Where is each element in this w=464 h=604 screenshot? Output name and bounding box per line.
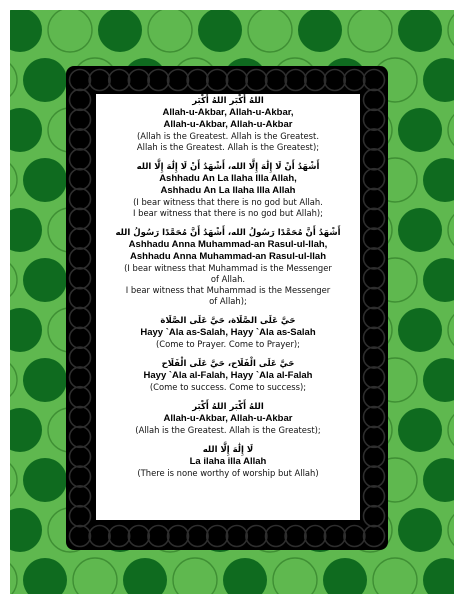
filled-dot [23,258,67,302]
filled-dot [398,208,442,252]
frame-ring [364,149,385,170]
frame-ring [70,208,91,229]
transliteration-line: Allah-u-Akbar, Allah-u-Akbar [163,119,293,130]
frame-ring [70,288,91,309]
arabic-text: أَشْهَدُ أَنَّ مُحَمَّدًا رَسُولُ الله، أَشْهَدُ أَنَّ مُحَمَّدًا رَسُولُ الله [115,228,341,238]
adhan-text-panel [96,94,360,520]
translation-line: Allah is the Greatest. Allah is the Greatest); [136,142,320,152]
arabic-text: لَا إِلَٰهَ إِلَّا الله [202,445,254,455]
filled-dot [398,408,442,452]
frame-ring [70,169,91,190]
frame-ring [70,109,91,130]
frame-ring [70,506,91,527]
frame-ring [207,526,228,547]
frame-ring [364,268,385,289]
filled-dot [98,10,142,52]
filled-dot [323,558,367,594]
frame-ring [364,70,385,91]
frame-ring [344,70,365,91]
filled-dot [10,408,42,452]
filled-dot [10,308,42,352]
filled-dot [123,558,167,594]
filled-dot [23,458,67,502]
filled-dot [423,458,454,502]
filled-dot [10,108,42,152]
verse-takbir-closing [96,402,360,436]
frame-ring [364,89,385,110]
frame-ring [70,387,91,408]
verse-shahada-allah [96,162,360,219]
translation-line: of Allah. [210,274,246,284]
frame-ring [364,426,385,447]
frame-ring [70,149,91,170]
arabic-text: اللهُ أَكْبَر اللهُ أَكْبَر [192,402,264,412]
transliteration-line: Ashhadu An La Ilaha Illa Allah, [159,173,297,184]
frame-ring [148,70,169,91]
ring-dot [448,108,454,152]
translation-line: I bear witness that Muhammad is the Messenger [125,285,331,295]
filled-dot [10,208,42,252]
filled-dot [398,108,442,152]
filled-dot [23,58,67,102]
frame-ring [70,407,91,428]
verse-tahlil [96,445,360,479]
filled-dot [10,10,42,52]
frame-ring [89,70,110,91]
transliteration-line: Ashhadu An La Ilaha Illa Allah [160,185,296,196]
arabic-text: أَشْهَدُ أَنْ لَا إِلَٰهَ إِلَّا الله، أَشْهَدُ أَنْ لَا إِلَٰهَ إِلَّا الله [136,162,320,172]
translation-line: (I bear witness that there is no god but Allah. [133,197,323,207]
arabic-text: حَيَّ عَلَى الْفَلَاح، حَيَّ عَلَى الْفَلَاح [161,359,295,369]
frame-ring [305,70,326,91]
filled-dot [423,258,454,302]
frame-ring [187,70,208,91]
frame-ring [70,327,91,348]
frame-ring [70,89,91,110]
frame-ring [109,526,130,547]
frame-ring [364,387,385,408]
frame-ring [364,228,385,249]
frame-ring [70,466,91,487]
verse-takbir-opening [96,96,360,153]
ring-dot [10,158,17,202]
frame-ring [70,188,91,209]
frame-ring [70,70,91,91]
transliteration-line: Allah-u-Akbar, Allah-u-Akbar [163,413,293,424]
frame-ring [364,526,385,547]
ring-dot [10,458,17,502]
filled-dot [423,558,454,594]
frame-ring [364,208,385,229]
frame-ring [226,526,247,547]
frame-ring [70,446,91,467]
transliteration-line: Hayy `Ala al-Falah, Hayy `Ala al-Falah [143,370,313,381]
frame-ring [364,169,385,190]
frame-ring [70,268,91,289]
translation-line: (There is none worthy of worship but Allah) [137,468,319,478]
filled-dot [398,10,442,52]
frame-ring [305,526,326,547]
frame-ring [70,347,91,368]
ring-dot [10,258,17,302]
frame-ring [285,70,306,91]
frame-ring [168,526,189,547]
translation-line: (Come to Prayer. Come to Prayer); [155,339,300,349]
frame-ring [364,248,385,269]
verse-hayya-falah [96,359,360,393]
filled-dot [423,58,454,102]
frame-ring [89,526,110,547]
frame-ring [70,228,91,249]
frame-ring [364,347,385,368]
frame-ring [128,526,149,547]
frame-ring [344,526,365,547]
filled-dot [23,358,67,402]
transliteration-line: Allah-u-Akbar, Allah-u-Akbar, [162,107,294,118]
ring-dot [348,10,392,52]
translation-line: I bear witness that there is no god but Allah); [133,208,323,218]
translation-line: (I bear witness that Muhammad is the Messenger [124,263,332,273]
verse-hayya-salah [96,316,360,350]
frame-ring [364,446,385,467]
ring-dot [10,558,17,594]
transliteration-line: La ilaha illa Allah [189,456,267,467]
filled-dot [398,308,442,352]
ring-dot [10,358,17,402]
frame-ring [364,129,385,150]
transliteration-line: Hayy `Ala as-Salah, Hayy `Ala as-Salah [140,327,316,338]
frame-ring [70,248,91,269]
frame-ring [70,129,91,150]
ring-dot [148,10,192,52]
frame-ring [70,526,91,547]
ring-dot [448,408,454,452]
transliteration-line: Ashhadu Anna Muhammad-an Rasul-ul-llah [130,251,326,262]
arabic-text: حَيَّ عَلَى الصَّلَاة، حَيَّ عَلَى الصَّلَاة [160,316,296,326]
frame-ring [246,70,267,91]
filled-dot [23,158,67,202]
frame-ring [70,426,91,447]
frame-ring [70,486,91,507]
frame-ring [364,486,385,507]
frame-ring [324,70,345,91]
arabic-text: اللهُ أَكْبَر اللهُ أَكْبَر [192,96,264,106]
ring-dot [10,58,17,102]
ring-dot [173,558,217,594]
filled-dot [423,158,454,202]
frame-ring [364,327,385,348]
frame-ring [364,288,385,309]
frame-ring [364,109,385,130]
frame-ring [70,367,91,388]
frame-ring [70,307,91,328]
filled-dot [223,558,267,594]
transliteration-line: Ashhadu Anna Muhammad-an Rasul-ul-llah, [128,239,328,250]
frame-ring [364,307,385,328]
ring-dot [48,10,92,52]
frame-ring [324,526,345,547]
frame-ring [364,506,385,527]
ring-dot [73,558,117,594]
frame-ring [109,70,130,91]
translation-line: (Allah is the Greatest. Allah is the Greatest. [137,131,319,141]
frame-ring [128,70,149,91]
frame-ring [168,70,189,91]
filled-dot [23,558,67,594]
ring-dot [448,308,454,352]
ring-dot [448,508,454,552]
frame-ring [246,526,267,547]
translation-line: of Allah); [209,296,247,306]
filled-dot [423,358,454,402]
frame-ring [266,526,287,547]
frame-ring [148,526,169,547]
ring-dot [448,10,454,52]
translation-line: (Come to success. Come to success); [149,382,307,392]
translation-line: (Allah is the Greatest. Allah is the Greatest); [135,425,321,435]
filled-dot [10,508,42,552]
frame-ring [364,188,385,209]
frame-ring [226,70,247,91]
filled-dot [198,10,242,52]
ring-dot [273,558,317,594]
frame-ring [285,526,306,547]
ring-dot [373,558,417,594]
ring-dot [248,10,292,52]
frame-ring [364,407,385,428]
filled-dot [298,10,342,52]
frame-ring [266,70,287,91]
verse-shahada-muhammad [96,228,360,307]
frame-ring [364,367,385,388]
filled-dot [398,508,442,552]
frame-ring [364,466,385,487]
frame-ring [187,526,208,547]
ring-dot [448,208,454,252]
frame-ring [207,70,228,91]
